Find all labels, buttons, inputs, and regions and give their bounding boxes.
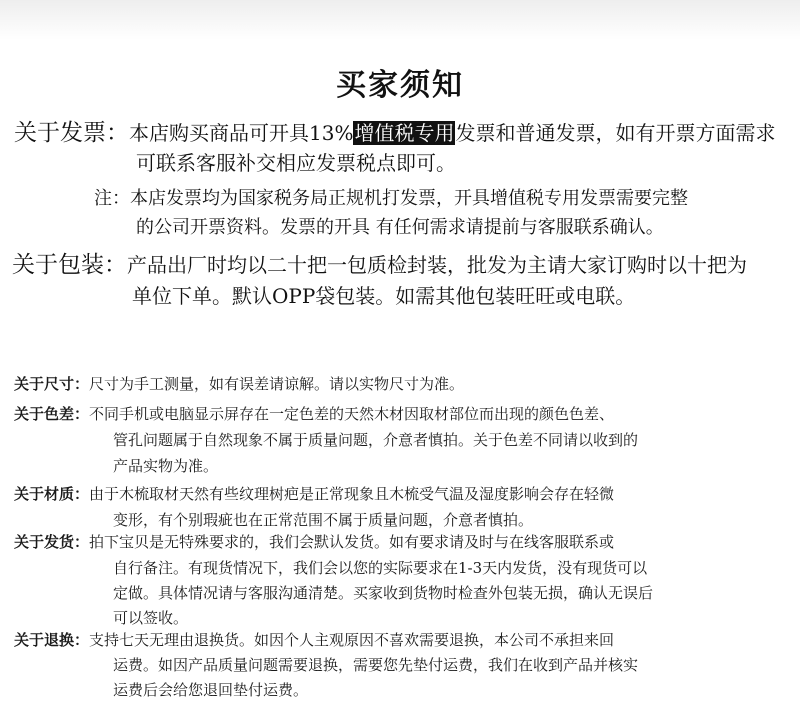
item-line: 运费。如因产品质量问题需要退换，需要您先垫付运费，我们在收到产品并核实	[113, 656, 639, 674]
item-line: 不同手机或电脑显示屏存在一定色差的天然木材因取材部位而出现的颜色色差、	[89, 405, 615, 423]
invoice-label: 关于发票：	[14, 120, 129, 146]
item-line: 由于木梳取材天然有些纹理树疤是正常现象且木梳受气温及湿度影响会存在轻微	[89, 485, 615, 503]
item-line: 定做。具体情况请与客服沟通清楚。买家收到货物时检查外包装无损，确认无误后	[113, 584, 654, 602]
invoice-line1-pre: 本店购买商品可开具13%	[129, 121, 354, 145]
item-shipping	[14, 529, 614, 555]
item-label: 关于材质：	[14, 485, 90, 503]
packaging-section	[12, 250, 747, 280]
item-label: 关于尺寸：	[14, 375, 90, 393]
top-gradient-band	[0, 0, 800, 40]
invoice-line1-post: 发票和普通发票，如有开票方面需求	[455, 121, 776, 145]
item-returns	[14, 627, 614, 653]
item-label: 关于发货：	[14, 533, 90, 551]
item-line: 支持七天无理由退换货。如因个人主观原因不喜欢需要退换，本公司不承担来回	[89, 631, 615, 649]
item-label: 关于退换：	[14, 631, 90, 649]
note-label: 注：	[94, 188, 130, 209]
invoice-section	[14, 118, 775, 148]
packaging-label: 关于包装：	[12, 252, 127, 278]
item-color	[14, 401, 614, 427]
item-size	[14, 371, 464, 397]
note-section	[94, 184, 688, 213]
note-line2: 的公司开票资料。发票的开具 有任何需求请提前与客服联系确认。	[136, 217, 664, 238]
item-line: 尺寸为手工测量，如有误差请谅解。请以实物尺寸为准。	[89, 375, 465, 393]
item-line: 产品实物为准。	[113, 457, 219, 475]
item-line: 变形，有个别瑕疵也在正常范围不属于质量问题，介意者慎拍。	[113, 511, 534, 529]
item-line: 拍下宝贝是无特殊要求的，我们会默认发货。如有要求请及时与在线客服联系或	[89, 533, 615, 551]
invoice-highlight: 增值税专用	[354, 121, 455, 145]
note-line1: 本店发票均为国家税务局正规机打发票，开具增值税专用发票需要完整	[130, 188, 688, 209]
item-line: 自行备注。有现货情况下，我们会以您的实际要求在1-3天内发货，没有现货可以	[113, 559, 648, 577]
page-title: 买家须知	[336, 68, 464, 103]
item-material	[14, 481, 614, 507]
item-line: 管孔问题属于自然现象不属于质量问题，介意者慎拍。关于色差不同请以收到的	[113, 431, 639, 449]
item-label: 关于色差：	[14, 405, 90, 423]
item-line: 可以签收。	[113, 609, 189, 627]
packaging-line2: 单位下单。默认OPP袋包装。如需其他包装旺旺或电联。	[132, 284, 636, 308]
invoice-line2: 可联系客服补交相应发票税点即可。	[136, 151, 456, 175]
item-line: 运费后会给您退回垫付运费。	[113, 681, 309, 699]
packaging-line1: 产品出厂时均以二十把一包质检封装，批发为主请大家订购时以十把为	[127, 253, 747, 277]
